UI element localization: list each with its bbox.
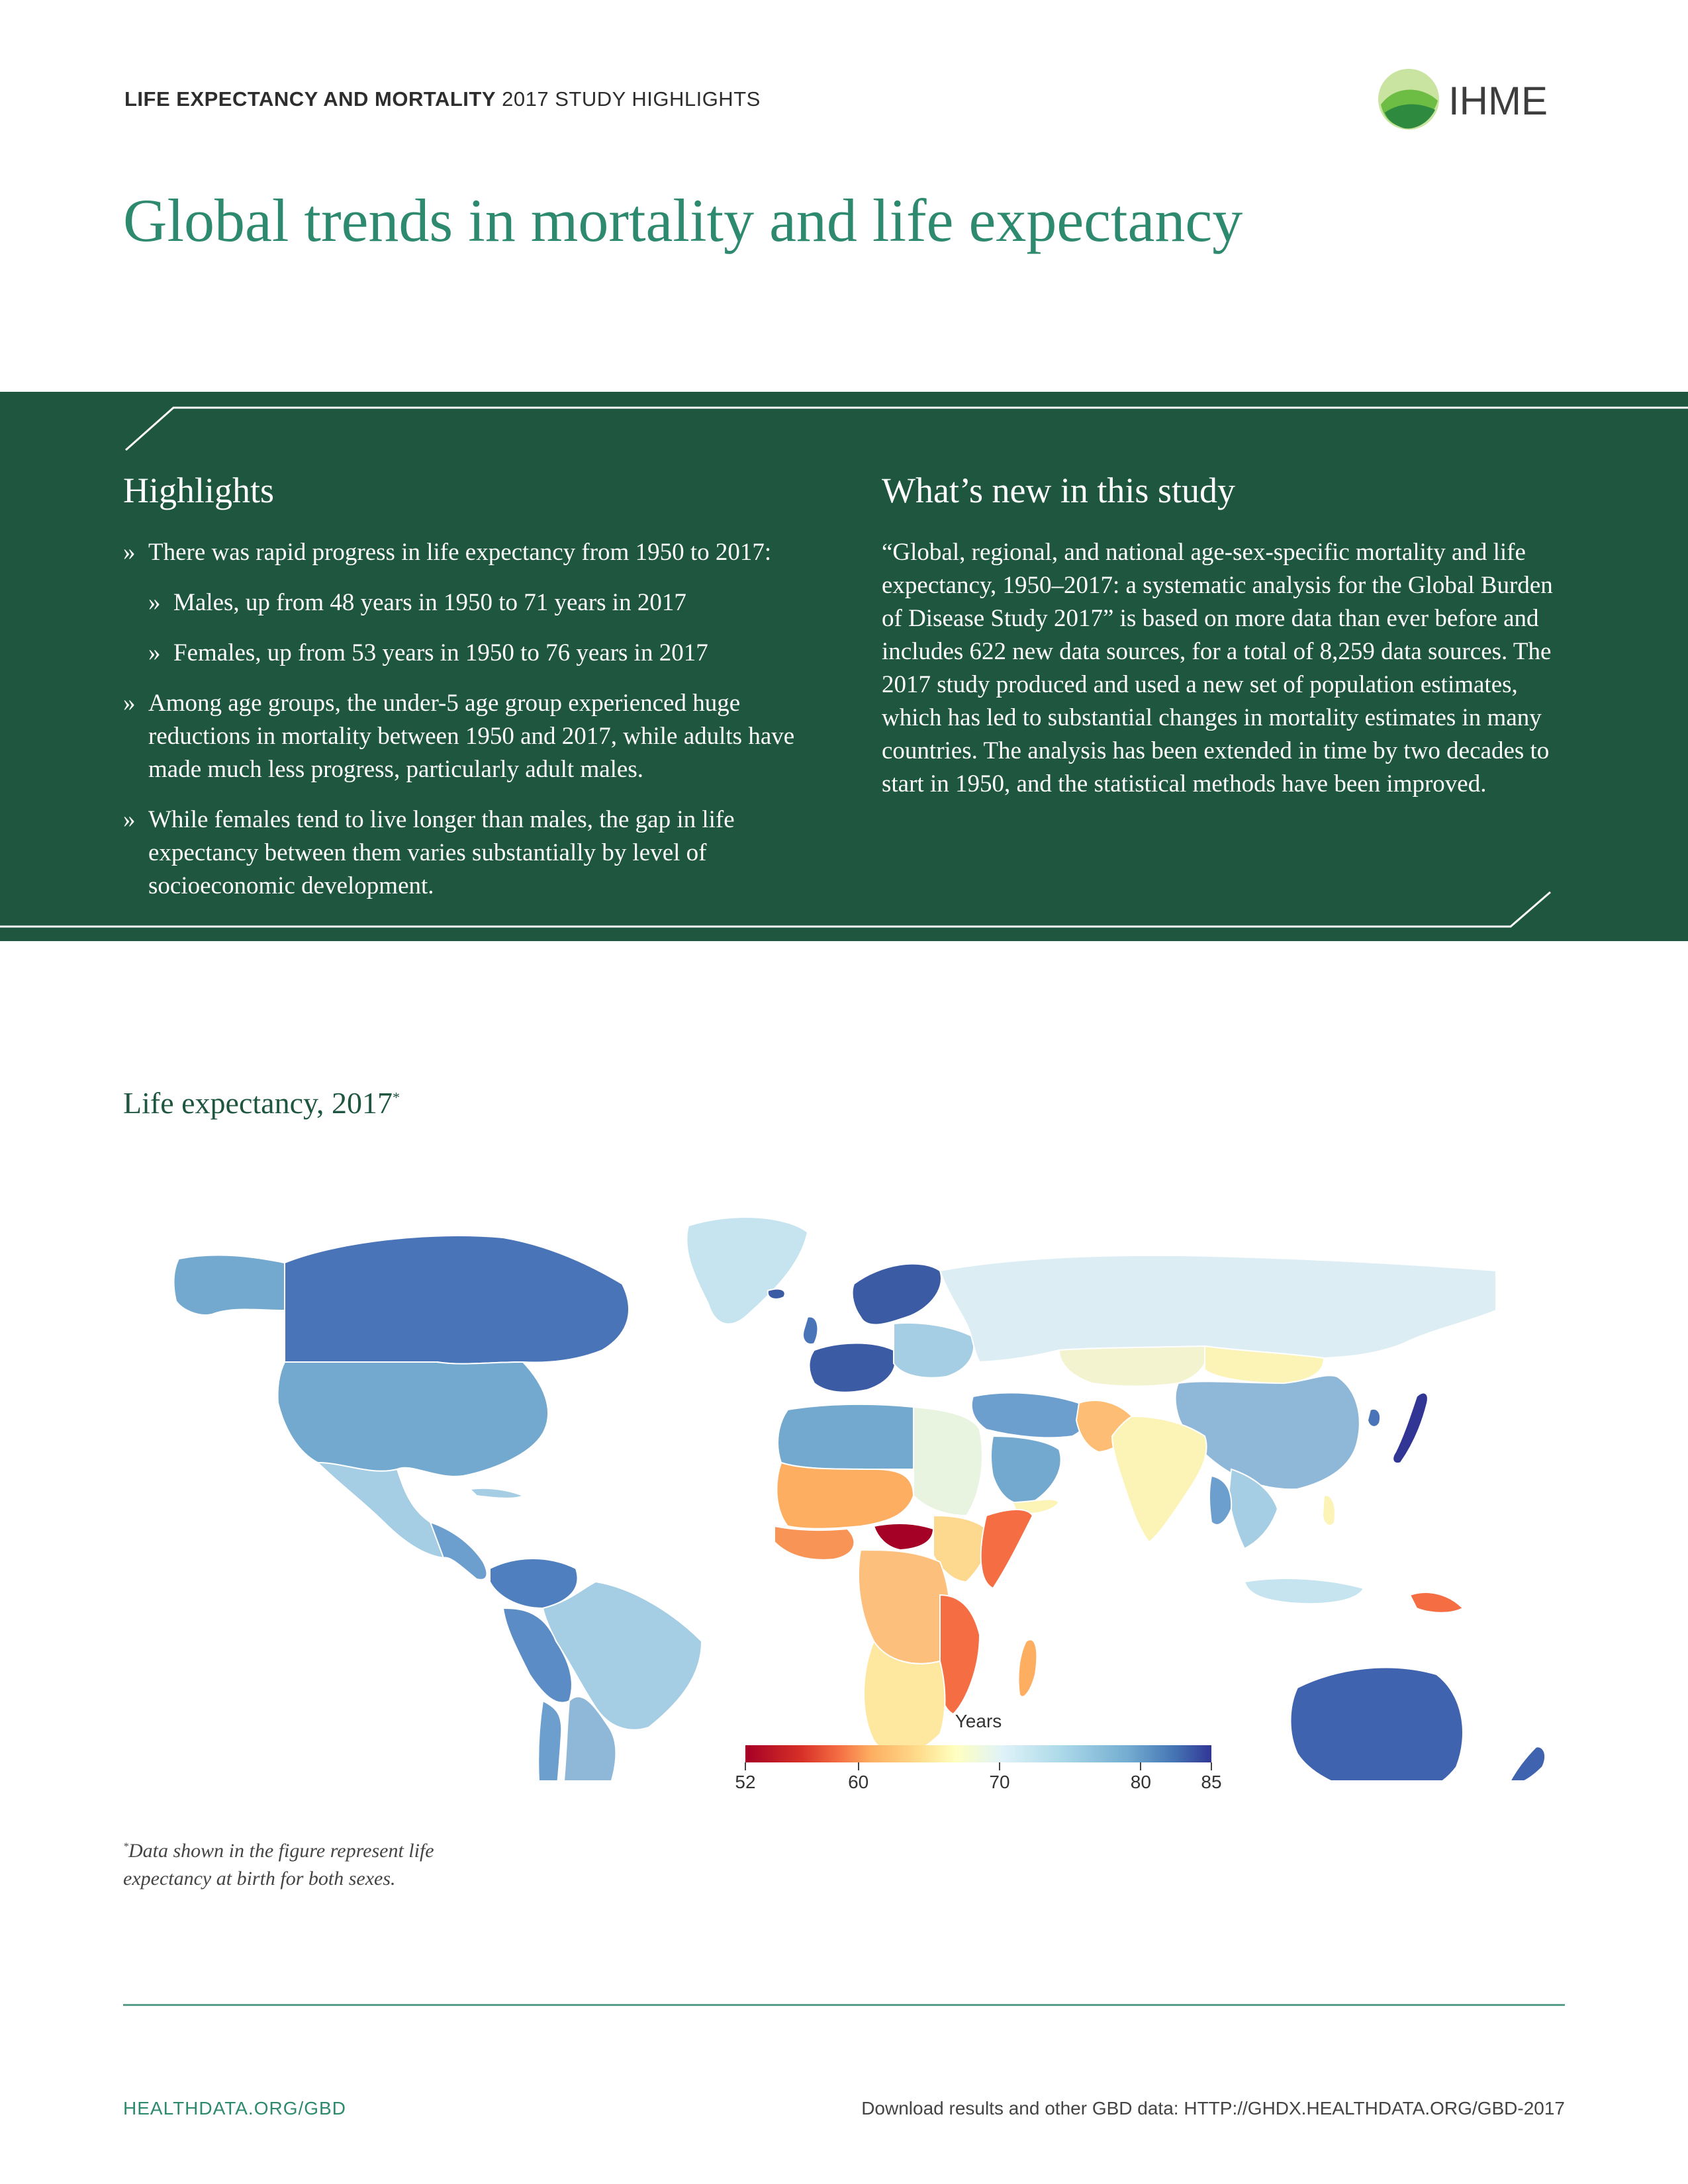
legend-tick	[1211, 1762, 1212, 1770]
highlight-item: » There was rapid progress in life expectancy from 1950 to 2017:	[123, 536, 838, 569]
map-title: Life expectancy, 2017*	[123, 1086, 400, 1120]
map-region-uk	[803, 1317, 818, 1344]
footer-website-link[interactable]: HEALTHDATA.ORG/GBD	[123, 2098, 346, 2118]
map-region-philippines	[1323, 1495, 1335, 1525]
map-region-usa	[278, 1362, 548, 1477]
map-footnote: *Data shown in the figure represent life expectancy at birth for both sexes.	[123, 1840, 434, 1889]
map-region-turkey-iran	[972, 1393, 1086, 1438]
chevron-bullet-icon: »	[123, 539, 136, 566]
legend-tick-label: 70	[989, 1772, 1010, 1792]
map-region-china	[1176, 1375, 1360, 1489]
legend-tick	[858, 1762, 859, 1770]
map-region-iceland	[768, 1289, 785, 1299]
footnote-mark: *	[123, 1841, 128, 1852]
highlight-subitem: » Males, up from 48 years in 1950 to 71 years in 2017	[148, 586, 838, 619]
map-region-somalia	[981, 1510, 1033, 1588]
footer-download-link[interactable]: Download results and other GBD data: HTTP://GHDX.HEALTHDATA.ORG/GBD-2017	[861, 2098, 1565, 2118]
map-region-arabia	[991, 1436, 1061, 1504]
footer-divider	[123, 2004, 1565, 2006]
map-region-scandinavia	[853, 1264, 941, 1325]
chevron-bullet-icon: »	[123, 690, 136, 717]
ihme-leaf-icon	[1376, 66, 1442, 132]
page-title: Global trends in mortality and life expectancy	[123, 187, 1243, 254]
map-region-sahel	[776, 1463, 914, 1529]
map-region-thailand	[1209, 1476, 1231, 1525]
whats-new-heading: What’s new in this study	[882, 471, 1235, 510]
world-life-expectancy-map	[119, 1185, 1575, 1780]
map-legend	[735, 1711, 1222, 1797]
map-region-sudan-egypt	[914, 1407, 982, 1516]
map-region-indonesia	[1244, 1578, 1364, 1604]
ihme-logo	[1376, 66, 1568, 132]
map-region-india	[1112, 1416, 1207, 1542]
map-region-korea	[1368, 1409, 1380, 1427]
map-region-russia	[940, 1255, 1496, 1362]
legend-tick-label: 85	[1201, 1772, 1222, 1792]
highlight-item: » While females tend to live longer than males, the gap in life expectancy between them varies substantially by level of socioeconomic development.	[123, 803, 838, 903]
map-region-western-europe	[810, 1343, 896, 1392]
legend-tick	[999, 1762, 1000, 1770]
highlight-item: » Among age groups, the under-5 age group experienced huge reductions in mortality between 1950 and 2017, while adults have made much less progress, particularly adult males.	[123, 687, 838, 786]
map-region-alaska	[174, 1255, 285, 1314]
legend-tick-label: 52	[735, 1772, 756, 1792]
report-series-bold: LIFE EXPECTANCY AND MORTALITY	[124, 87, 496, 111]
legend-tick-label: 80	[1130, 1772, 1151, 1792]
map-region-central-african-republic	[874, 1524, 933, 1550]
legend-tick	[745, 1762, 746, 1770]
map-region-madagascar	[1018, 1639, 1037, 1696]
map-region-papua-new-guinea	[1410, 1592, 1463, 1613]
map-region-new-zealand	[1509, 1747, 1545, 1780]
map-region-west-africa-coast	[774, 1526, 854, 1560]
map-region-japan	[1393, 1393, 1428, 1463]
legend-tick	[1140, 1762, 1141, 1770]
legend-title: Years	[955, 1711, 1002, 1731]
map-region-caribbean	[470, 1488, 523, 1498]
map-region-eastern-europe	[894, 1323, 974, 1378]
legend-tick-label: 60	[848, 1772, 869, 1792]
report-series-rest: 2017 STUDY HIGHLIGHTS	[496, 87, 761, 111]
highlights-list	[123, 536, 838, 920]
map-region-brazil	[543, 1582, 702, 1730]
map-region-mexico	[318, 1463, 446, 1558]
map-region-canada	[285, 1236, 629, 1364]
chevron-bullet-icon: »	[123, 806, 136, 833]
highlight-subitem: » Females, up from 53 years in 1950 to 76 years in 2017	[148, 637, 838, 670]
report-series-label	[124, 87, 761, 111]
logo-text: IHME	[1448, 79, 1548, 123]
chevron-bullet-icon: »	[148, 639, 161, 666]
map-region-australia	[1291, 1668, 1464, 1780]
map-region-greenland	[686, 1217, 808, 1324]
map-region-central-asia	[1059, 1346, 1207, 1387]
whats-new-body: “Global, regional, and national age-sex-specific mortality and life expectancy, 1950–2017: a systematic analysis for the Global Burden of Disease Study 2017” is based on more data than ever before and includes 622 new data sources, for a total of 8,259 data sources. The 2017 study produced and used a new set of population estimates, which has led to substantial changes in mortality estimates in many countries. The analysis has been extended in time by two decades to start in 1950, and the statistical methods have been improved.	[882, 539, 1553, 797]
footnote-marker: *	[393, 1089, 400, 1106]
map-region-chile	[538, 1701, 561, 1780]
legend-color-ramp	[745, 1745, 1211, 1762]
highlights-heading: Highlights	[123, 471, 275, 510]
chevron-bullet-icon: »	[148, 589, 161, 616]
